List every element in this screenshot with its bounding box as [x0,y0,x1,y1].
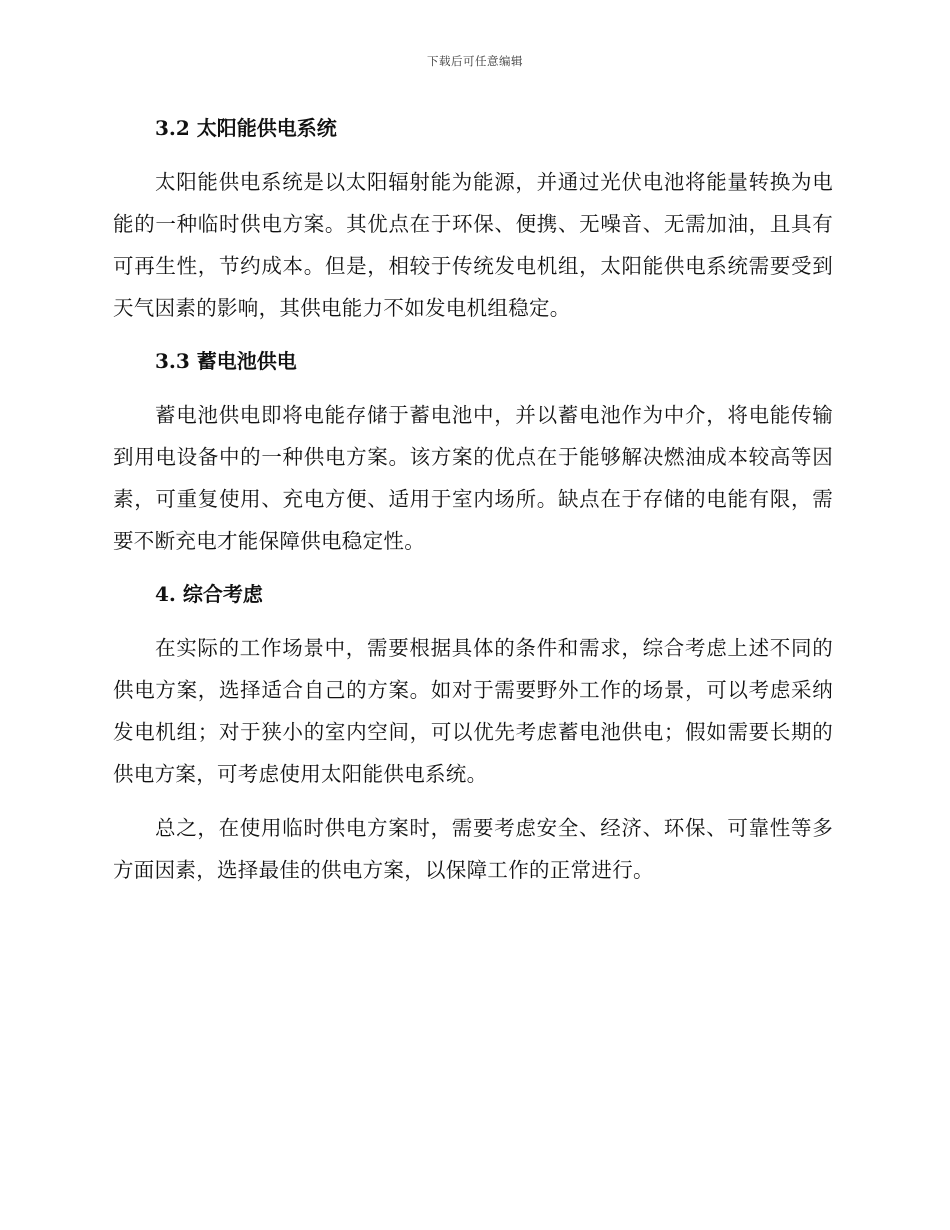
section-heading-4: 4. 综合考虑 [155,582,263,606]
paragraph-comprehensive: 在实际的工作场景中，需要根据具体的条件和需求，综合考虑上述不同的供电方案，选择适合自己的方案。如对于需要野外工作的场景，可以考虑采纳发电机组；对于狭小的室内空间，可以优先考虑蓄电池供电；假如需要长期的供电方案，可考虑使用太阳能供电系统。 [113,636,833,786]
page-header-note: 下载后可任意编辑 [427,54,523,68]
section-heading-3-3: 3.3 蓄电池供电 [155,349,297,373]
document-body [113,108,833,891]
paragraph-conclusion: 总之，在使用临时供电方案时，需要考虑安全、经济、环保、可靠性等多方面因素，选择最佳的供电方案，以保障工作的正常进行。 [113,816,833,882]
paragraph-solar-power: 太阳能供电系统是以太阳辐射能为能源，并通过光伏电池将能量转换为电能的一种临时供电方案。其优点在于环保、便携、无噪音、无需加油，且具有可再生性，节约成本。但是，相较于传统发电机组，太阳能供电系统需要受到天气因素的影响，其供电能力不如发电机组稳定。 [113,170,833,320]
paragraph-battery-power: 蓄电池供电即将电能存储于蓄电池中，并以蓄电池作为中介，将电能传输到用电设备中的一种供电方案。该方案的优点在于能够解决燃油成本较高等因素，可重复使用、充电方便、适用于室内场所。缺点在于存储的电能有限，需要不断充电才能保障供电稳定性。 [113,403,833,553]
section-heading-3-2: 3.2 太阳能供电系统 [155,116,337,140]
